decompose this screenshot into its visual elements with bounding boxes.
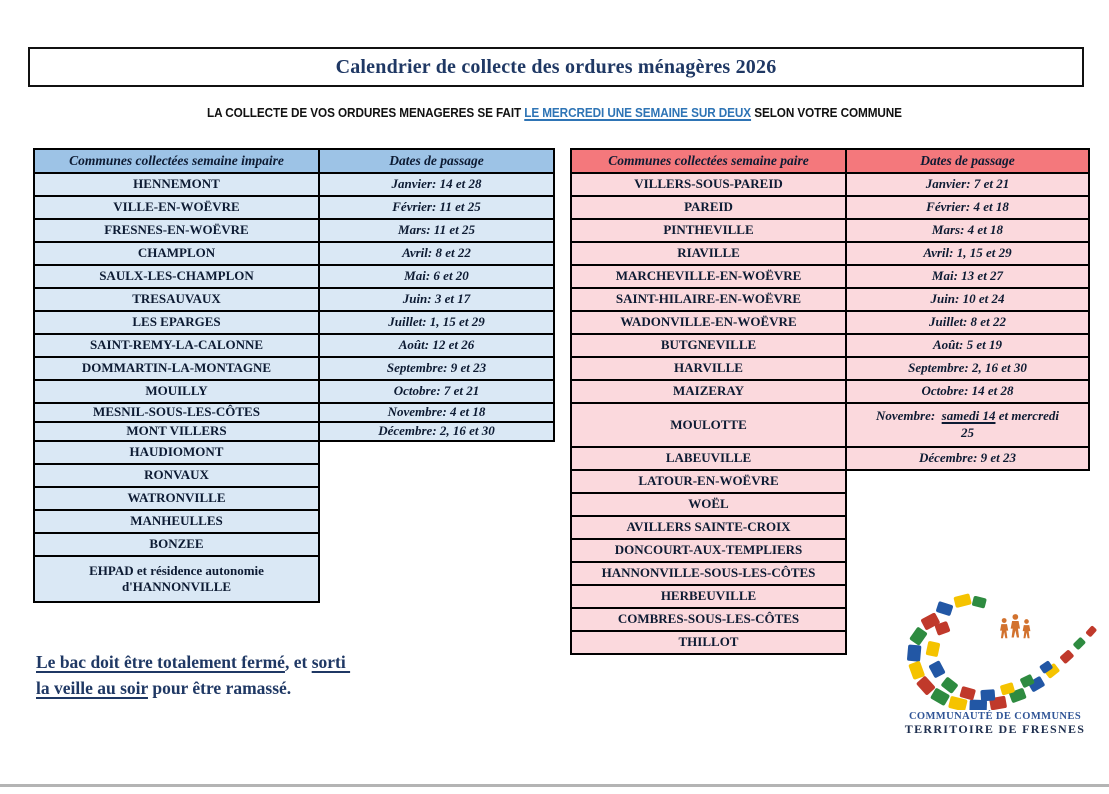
table-row: [570, 195, 1090, 220]
commune-cell: DONCOURT-AUX-TEMPLIERS: [570, 538, 847, 563]
table-header-row: [33, 148, 555, 174]
table-row: [570, 492, 1090, 517]
commune-cell: HARVILLE: [570, 356, 847, 381]
bottom-divider: [0, 784, 1109, 787]
even-week-table: [570, 148, 1090, 655]
commune-cell: EHPAD et résidence autonomie d'HANNONVILLE: [33, 555, 320, 603]
date-cell: Juillet: 8 et 22: [845, 310, 1090, 335]
subtitle-before: LA COLLECTE DE VOS ORDURES MENAGERES SE FAIT: [207, 106, 525, 120]
commune-cell: PAREID: [570, 195, 847, 220]
table-row: [570, 446, 1090, 471]
commune-cell: RONVAUX: [33, 463, 320, 488]
commune-cell: COMBRES-SOUS-LES-CÔTES: [570, 607, 847, 632]
subtitle: [33, 106, 1075, 120]
commune-cell: THILLOT: [570, 630, 847, 655]
table-row: [570, 515, 1090, 540]
commune-cell: MAIZERAY: [570, 379, 847, 404]
commune-cell: VILLERS-SOUS-PAREID: [570, 172, 847, 197]
note-line2: la veille au soir pour être ramassé.: [36, 678, 292, 698]
date-cell: Octobre: 14 et 28: [845, 379, 1090, 404]
underlined-date: samedi 14: [941, 408, 996, 424]
commune-cell: WADONVILLE-EN-WOËVRE: [570, 310, 847, 335]
commune-cell: MESNIL-SOUS-LES-CÔTES: [33, 402, 320, 423]
date-cell: Juin: 10 et 24: [845, 287, 1090, 312]
table-row: [33, 333, 555, 358]
logo-text-line1: COMMUNAUTÉ DE COMMUNES: [908, 711, 1082, 722]
date-cell: Janvier: 14 et 28: [318, 172, 555, 197]
odd-week-table: [33, 148, 555, 603]
commune-cell: BUTGNEVILLE: [570, 333, 847, 358]
date-line1: Novembre: samedi 14 et mercredi: [875, 408, 1060, 424]
date-cell: Mai: 6 et 20: [318, 264, 555, 289]
commune-cell: BONZEE: [33, 532, 320, 557]
table-row: [33, 486, 555, 511]
column-header-communes: Communes collectées semaine impaire: [33, 148, 320, 174]
commune-cell: LATOUR-EN-WOËVRE: [570, 469, 847, 494]
table-row: [33, 241, 555, 266]
date-cell: Juin: 3 et 17: [318, 287, 555, 312]
commune-cell: MANHEULLES: [33, 509, 320, 534]
table-header-row: [570, 148, 1090, 174]
date-cell: [845, 402, 1090, 448]
date-cell: Novembre: 4 et 18: [318, 402, 555, 423]
date-cell: Mai: 13 et 27: [845, 264, 1090, 289]
date-cell: Août: 5 et 19: [845, 333, 1090, 358]
table-row: [570, 310, 1090, 335]
commune-cell: LES EPARGES: [33, 310, 320, 335]
commune-cell: HENNEMONT: [33, 172, 320, 197]
table-row: [33, 195, 555, 220]
date-cell: Septembre: 2, 16 et 30: [845, 356, 1090, 381]
commune-cell: PINTHEVILLE: [570, 218, 847, 243]
community-logo: [886, 590, 1104, 737]
date-cell: Avril: 8 et 22: [318, 241, 555, 266]
date-cell: Août: 12 et 26: [318, 333, 555, 358]
table-row: [33, 172, 555, 197]
commune-cell: MARCHEVILLE-EN-WOËVRE: [570, 264, 847, 289]
table-row: [570, 218, 1090, 243]
commune-cell: HERBEUVILLE: [570, 584, 847, 609]
subtitle-highlight: LE MERCREDI UNE SEMAINE SUR DEUX: [524, 106, 752, 120]
table-row: [33, 310, 555, 335]
commune-cell: HAUDIOMONT: [33, 440, 320, 465]
date-cell: Février: 4 et 18: [845, 195, 1090, 220]
commune-cell: VILLE-EN-WOËVRE: [33, 195, 320, 220]
table-row: [33, 463, 555, 488]
column-header-communes: Communes collectées semaine paire: [570, 148, 847, 174]
commune-cell: HANNONVILLE-SOUS-LES-CÔTES: [570, 561, 847, 586]
column-header-dates: Dates de passage: [845, 148, 1090, 174]
commune-cell: SAULX-LES-CHAMPLON: [33, 264, 320, 289]
column-header-dates: Dates de passage: [318, 148, 555, 174]
date-cell: Décembre: 9 et 23: [845, 446, 1090, 471]
table-row: [33, 287, 555, 312]
commune-cell: AVILLERS SAINTE-CROIX: [570, 515, 847, 540]
page-title: Calendrier de collecte des ordures ménagères 2026: [335, 55, 777, 78]
table-row: [33, 218, 555, 243]
commune-cell: LABEUVILLE: [570, 446, 847, 471]
date-cell: Avril: 1, 15 et 29: [845, 241, 1090, 266]
commune-cell: FRESNES-EN-WOËVRE: [33, 218, 320, 243]
table-row: [570, 287, 1090, 312]
community-logo-icon: [886, 590, 1104, 710]
logo-text-line2: TERRITOIRE DE FRESNES: [904, 722, 1086, 736]
date-line2: 25: [961, 425, 974, 440]
table-row: [33, 379, 555, 404]
table-row: [33, 440, 555, 465]
table-row: [33, 532, 555, 557]
table-row: [33, 421, 555, 442]
commune-cell: WOËL: [570, 492, 847, 517]
table-row: [570, 561, 1090, 586]
table-row: [570, 333, 1090, 358]
commune-cell: MONT VILLERS: [33, 421, 320, 442]
table-row: [570, 356, 1090, 381]
date-cell: Mars: 4 et 18: [845, 218, 1090, 243]
note-line1: Le bac doit être totalement fermé, et sorti: [36, 652, 351, 672]
table-row: [570, 538, 1090, 563]
table-row: [570, 379, 1090, 404]
subtitle-after: SELON VOTRE COMMUNE: [751, 106, 902, 120]
commune-cell: SAINT-REMY-LA-CALONNE: [33, 333, 320, 358]
table-row: [570, 241, 1090, 266]
table-row: [33, 356, 555, 381]
commune-cell: DOMMARTIN-LA-MONTAGNE: [33, 356, 320, 381]
table-row: [33, 264, 555, 289]
commune-cell: RIAVILLE: [570, 241, 847, 266]
table-row: [570, 264, 1090, 289]
commune-cell: MOUILLY: [33, 379, 320, 404]
bin-instruction-note: [36, 649, 416, 701]
table-row: [33, 402, 555, 423]
date-cell: Mars: 11 et 25: [318, 218, 555, 243]
table-row: [570, 469, 1090, 494]
people-icon: [1000, 614, 1030, 638]
date-cell: Janvier: 7 et 21: [845, 172, 1090, 197]
date-cell: Septembre: 9 et 23: [318, 356, 555, 381]
table-row: [33, 509, 555, 534]
date-cell: Juillet: 1, 15 et 29: [318, 310, 555, 335]
date-cell: Décembre: 2, 16 et 30: [318, 421, 555, 442]
commune-cell: MOULOTTE: [570, 402, 847, 448]
table-row: [33, 555, 555, 603]
date-cell: Octobre: 7 et 21: [318, 379, 555, 404]
title-box: [28, 47, 1084, 87]
commune-cell: WATRONVILLE: [33, 486, 320, 511]
date-cell: Février: 11 et 25: [318, 195, 555, 220]
table-row: [570, 172, 1090, 197]
table-row: [570, 402, 1090, 448]
commune-cell: TRESAUVAUX: [33, 287, 320, 312]
commune-cell: SAINT-HILAIRE-EN-WOËVRE: [570, 287, 847, 312]
commune-cell: CHAMPLON: [33, 241, 320, 266]
